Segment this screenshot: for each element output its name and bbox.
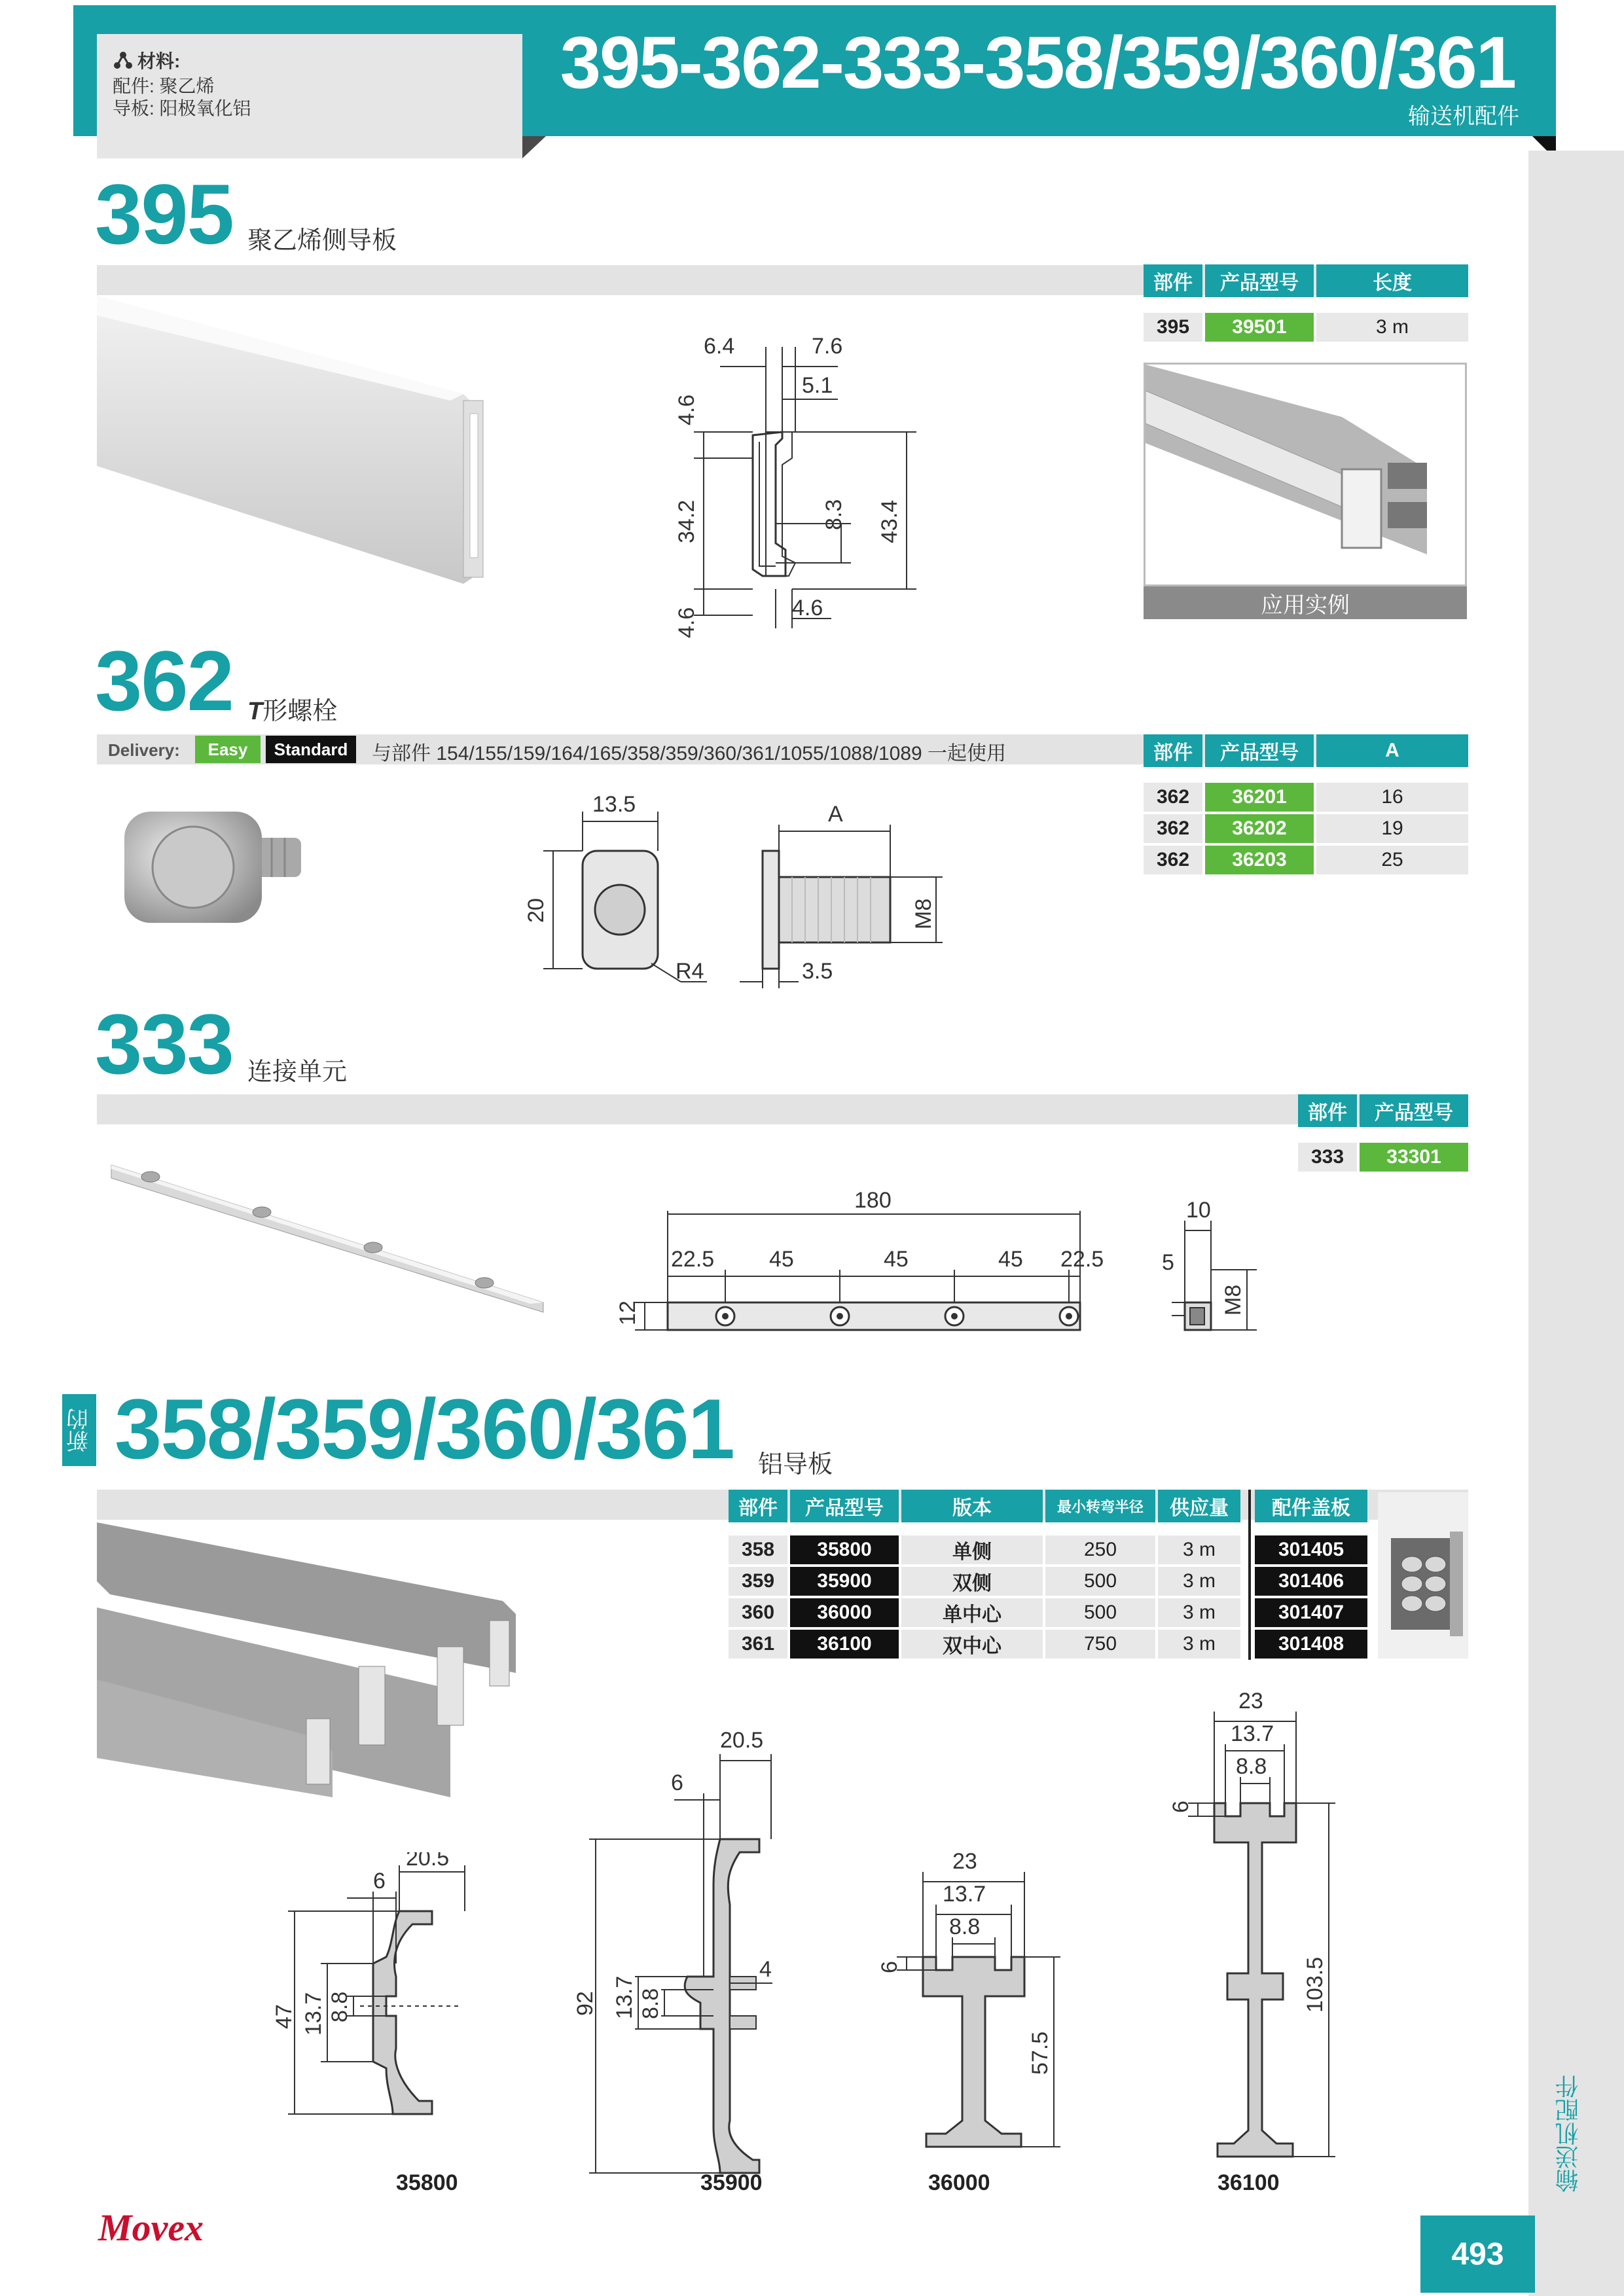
- col-part: 部件: [1144, 264, 1202, 297]
- application-image-395: [1144, 363, 1467, 586]
- cell-ver: 单侧: [901, 1535, 1043, 1564]
- svg-text:6: 6: [373, 1869, 386, 1893]
- dim-6.4: 6.4: [704, 334, 735, 359]
- cell-qty: 3 m: [1158, 1630, 1240, 1659]
- cell-cover: 301405: [1255, 1535, 1367, 1564]
- dim-43.4: 43.4: [877, 499, 902, 543]
- svg-text:6: 6: [877, 1961, 902, 1973]
- table-row: 362 36203 25: [1144, 846, 1471, 874]
- delivery-easy: Easy: [195, 736, 261, 763]
- cell-part: 359: [729, 1567, 787, 1596]
- svg-text:45: 45: [998, 1247, 1023, 1272]
- cover-image: [1378, 1492, 1468, 1659]
- svg-text:47: 47: [272, 2004, 297, 2029]
- section-333-name: 连接单元: [247, 1058, 348, 1086]
- drawing-333: [609, 1185, 1276, 1355]
- svg-text:M8: M8: [911, 898, 936, 929]
- movex-logo: Movex: [98, 2206, 204, 2249]
- cell-radius: 750: [1045, 1630, 1155, 1659]
- svg-text:4: 4: [759, 1957, 772, 1982]
- cell-code: 36000: [790, 1598, 899, 1627]
- cell-qty: 3 m: [1158, 1535, 1240, 1564]
- delivery-label: Delivery:: [108, 740, 180, 760]
- section-362-number: 362: [95, 633, 233, 728]
- svg-text:20.5: 20.5: [720, 1728, 764, 1753]
- section-333-bar: [97, 1094, 1468, 1124]
- cell-ver: 单中心: [901, 1598, 1043, 1627]
- svg-text:A: A: [828, 802, 843, 827]
- profile-label: 36100: [1218, 2170, 1280, 2195]
- svg-text:13.7: 13.7: [943, 1882, 986, 1907]
- col-code: 产品型号: [1205, 264, 1314, 297]
- dim-4.6c: 4.6: [792, 596, 823, 620]
- material-icon: [113, 50, 134, 71]
- svg-text:8.8: 8.8: [949, 1914, 981, 1939]
- cover-divider: [1248, 1490, 1251, 1660]
- dim-4.6a: 4.6: [674, 394, 699, 425]
- svg-text:5: 5: [1162, 1250, 1174, 1275]
- svg-text:45: 45: [769, 1247, 794, 1272]
- svg-text:R4: R4: [676, 959, 704, 984]
- page-title: 395-362-333-358/359/360/361: [560, 22, 1515, 103]
- product-image-358: [97, 1522, 516, 1797]
- table-row: [729, 1535, 1243, 1564]
- svg-text:57.5: 57.5: [1028, 2031, 1053, 2075]
- svg-text:20.5: 20.5: [406, 1852, 450, 1871]
- dim-4.6b: 4.6: [674, 607, 699, 638]
- profile-35800: [262, 1852, 478, 2179]
- svg-text:8.8: 8.8: [638, 1988, 663, 2019]
- profile-36000: [871, 1833, 1087, 2179]
- cell-ver: 双中心: [901, 1630, 1043, 1659]
- side-strip: [1528, 151, 1624, 2296]
- svg-text:13.5: 13.5: [592, 792, 636, 817]
- page-subtitle: 输送机配件: [1408, 104, 1519, 129]
- table-362-header: 部件 产品型号 A: [1144, 734, 1471, 767]
- cover-col-header: 配件盖板: [1255, 1490, 1367, 1522]
- drawing-362: [524, 792, 969, 1001]
- table-row: 362 36202 19: [1144, 814, 1471, 843]
- section-333-number: 333: [95, 996, 233, 1092]
- cell-radius: 250: [1045, 1535, 1155, 1564]
- section-362-name: T形螺栓: [247, 698, 338, 725]
- svg-text:3.5: 3.5: [802, 959, 833, 984]
- material-label: 材料:: [137, 51, 181, 71]
- table-row: [729, 1630, 1243, 1659]
- profile-36100: [1152, 1685, 1368, 2179]
- svg-text:13.7: 13.7: [301, 1992, 326, 2036]
- cell-part: 358: [729, 1535, 787, 1564]
- profile-35900: [563, 1715, 825, 2179]
- table-row: 333 33301: [1298, 1143, 1471, 1172]
- section-358-number: 358/359/360/361: [115, 1381, 734, 1477]
- material-line1: 配件: 聚乙烯: [113, 76, 215, 96]
- cell-qty: 3 m: [1158, 1567, 1240, 1596]
- svg-text:13.7: 13.7: [1231, 1721, 1274, 1746]
- col-length: 长度: [1316, 264, 1468, 297]
- new-badge: 新的: [62, 1394, 96, 1466]
- cell-code: 35900: [790, 1567, 899, 1596]
- cell-radius: 500: [1045, 1598, 1155, 1627]
- side-label: 输送机配件: [1555, 2075, 1581, 2193]
- application-caption: 应用实例: [1144, 586, 1467, 619]
- svg-text:103.5: 103.5: [1303, 1956, 1327, 2013]
- svg-text:22.5: 22.5: [1060, 1247, 1104, 1272]
- svg-text:20: 20: [524, 898, 549, 923]
- page-number: 493: [1420, 2215, 1535, 2293]
- material-line2: 导板: 阳极氧化铝: [113, 98, 251, 118]
- table-row: 395 39501 3 m: [1144, 313, 1471, 342]
- dim-8.3: 8.3: [821, 499, 846, 530]
- svg-text:13.7: 13.7: [612, 1975, 637, 2019]
- cell-code: 36100: [790, 1630, 899, 1659]
- dim-34.2: 34.2: [674, 499, 699, 543]
- cell-part: 361: [729, 1630, 787, 1659]
- product-image-362: [118, 798, 314, 936]
- cell-cover: 301408: [1255, 1630, 1367, 1659]
- dim-7.6: 7.6: [812, 334, 843, 359]
- svg-text:180: 180: [854, 1188, 892, 1213]
- drawing-395: [655, 327, 929, 641]
- svg-text:23: 23: [952, 1849, 977, 1874]
- table-333-header: 部件 产品型号: [1298, 1094, 1471, 1127]
- material-corner: [522, 136, 546, 158]
- section-358-name: 铝导板: [758, 1451, 833, 1479]
- table-row: [729, 1567, 1243, 1596]
- cell-code: 35800: [790, 1535, 899, 1564]
- svg-text:10: 10: [1186, 1198, 1211, 1223]
- usage-text: 与部件 154/155/159/164/165/358/359/360/361/1055/1088/1089 一起使用: [372, 743, 1007, 764]
- profile-label: 36000: [928, 2170, 990, 2195]
- product-image-333: [105, 1152, 550, 1322]
- table-row: [729, 1598, 1243, 1627]
- delivery-standard: Standard: [266, 736, 356, 763]
- svg-text:8.8: 8.8: [1236, 1754, 1267, 1779]
- svg-text:M8: M8: [1221, 1284, 1246, 1316]
- table-358-header: 部件 产品型号 版本 最小转弯半径 供应量: [729, 1490, 1243, 1522]
- svg-text:8.8: 8.8: [327, 1991, 352, 2022]
- svg-text:6: 6: [1168, 1801, 1193, 1813]
- cell-ver: 双侧: [901, 1567, 1043, 1596]
- cell-radius: 500: [1045, 1567, 1155, 1596]
- dim-5.1: 5.1: [802, 373, 833, 398]
- cell-qty: 3 m: [1158, 1598, 1240, 1627]
- svg-text:92: 92: [573, 1991, 598, 2016]
- svg-text:22.5: 22.5: [671, 1247, 715, 1272]
- section-395-number: 395: [95, 166, 233, 262]
- table-row: 362 36201 16: [1144, 783, 1471, 812]
- profile-label: 35900: [700, 2170, 763, 2195]
- cell-part: 360: [729, 1598, 787, 1627]
- svg-text:12: 12: [615, 1300, 640, 1325]
- profile-label: 35800: [396, 2170, 458, 2195]
- svg-text:6: 6: [671, 1770, 683, 1795]
- cell-cover: 301407: [1255, 1598, 1367, 1627]
- cell-cover: 301406: [1255, 1567, 1367, 1596]
- svg-text:45: 45: [884, 1247, 909, 1272]
- table-395-header: [1144, 264, 1471, 297]
- product-image-395: [97, 296, 490, 592]
- svg-text:23: 23: [1238, 1689, 1263, 1713]
- section-395-name: 聚乙烯侧导板: [247, 227, 397, 255]
